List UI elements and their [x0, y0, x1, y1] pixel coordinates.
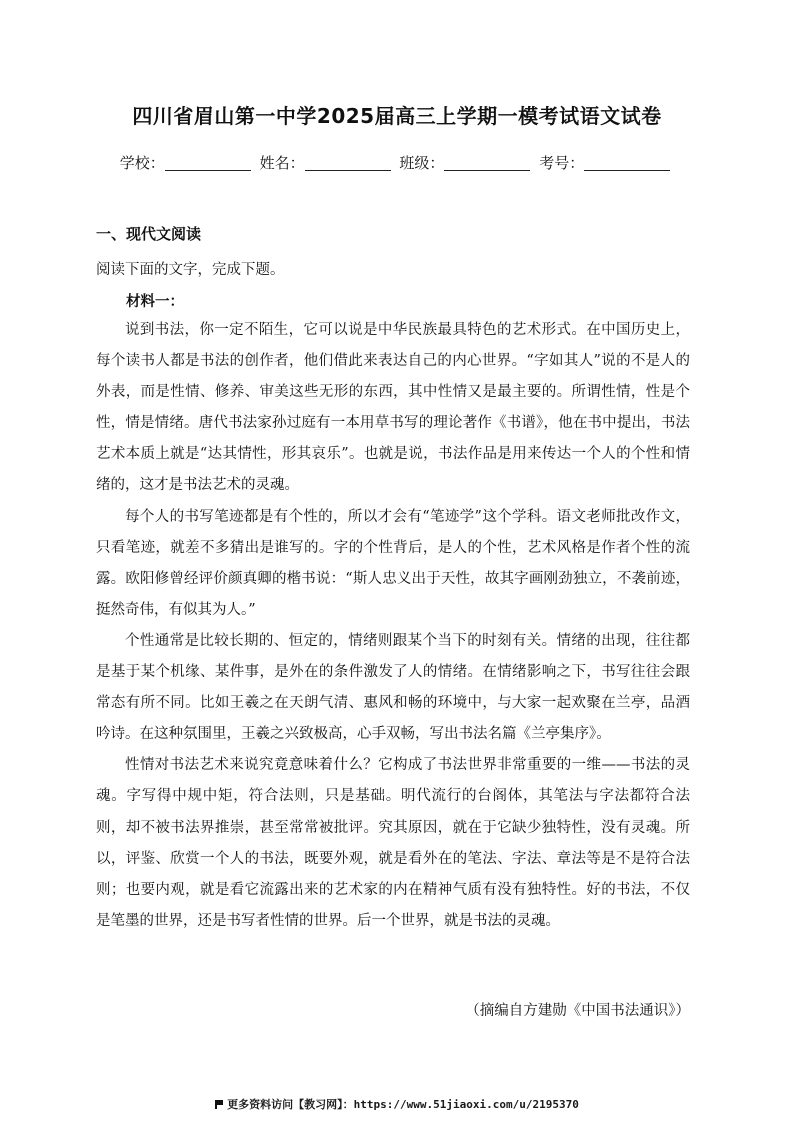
exam-title: 四川省眉山第一中学2025届高三上学期一模考试语文试卷: [132, 104, 662, 128]
student-info-row: [0, 152, 794, 173]
passage-paragraph: 每个人的书写笔迹都是有个性的，所以才会有“笔迹学”这个学科。语文老师批改作文，只看笔迹，就差不多猜出是谁写的。字的个性背后，是人的个性，艺术风格是作者个性的流露。欧阳修曾经评价颜真卿的楷书说：“斯人忠义出于天性，故其字画刚劲独立，不袭前迹，挺然奇伟，有似其为人。”: [96, 508, 690, 618]
exam-number-label: 考号：: [539, 154, 585, 172]
reading-instruction: 阅读下面的文字，完成下题。: [96, 262, 285, 278]
school-label: 学校：: [119, 154, 165, 172]
name-blank[interactable]: [305, 156, 391, 171]
class-blank[interactable]: [444, 156, 530, 171]
exam-number-blank[interactable]: [584, 156, 670, 171]
passage-paragraph: 说到书法，你一定不陌生，它可以说是中华民族最具特色的艺术形式。在中国历史上，每个读书人都是书法的创作者，他们借此来表达自己的内心世界。“字如其人”说的不是人的外表，而是性情、修养、审美这些无形的东西，其中性情又是最主要的。所谓性情，性是个性，情是情绪。唐代书法家孙过庭有一本用草书写的理论著作《书谱》，他在书中提出，书法艺术本质上就是“达其情性，形其哀乐”。也就是说，书法作品是用来传达一个人的个性和情绪的，这才是书法艺术的灵魂。: [96, 322, 690, 494]
section-heading: 一、现代文阅读: [96, 225, 202, 243]
source-citation: （摘编自方建勋《中国书法通识》）: [465, 1003, 690, 1019]
class-label: 班级：: [399, 154, 445, 172]
passage-paragraph: 性情对书法艺术来说究竟意味着什么？它构成了书法世界非常重要的一维——书法的灵魂。字写得中规中矩，符合法则，只是基础。明代流行的台阁体，其笔法与字法都符合法则，却不被书法界推崇，甚至常常被批评。究其原因，就在于它缺少独特性，没有灵魂。所以，评鉴、欣赏一个人的书法，既要外观，就是看外在的笔法、字法、章法等是不是符合法则；也要内观，就是看它流露出来的艺术家的内在精神气质有没有独特性。好的书法，不仅是笔墨的世界，还是书写者性情的世界。后一个世界，就是书法的灵魂。: [96, 757, 690, 929]
passage-body: [96, 315, 690, 937]
flag-icon: [215, 1100, 223, 1109]
school-blank[interactable]: [165, 156, 251, 171]
footer-link-text[interactable]: 更多资料访问【教习网】：https://www.51jiaoxi.com/u/2195370: [227, 1098, 579, 1111]
material-title: 材料一：: [126, 293, 184, 310]
footer-banner[interactable]: [0, 1096, 794, 1112]
name-label: 姓名：: [259, 154, 305, 172]
passage-paragraph: 个性通常是比较长期的、恒定的，情绪则跟某个当下的时刻有关。情绪的出现，往往都是基于某个机缘、某件事，是外在的条件激发了人的情绪。在情绪影响之下，书写往往会跟常态有所不同。比如王羲之在天朗气清、惠风和畅的环境中，与大家一起欢聚在兰亭，品酒吟诗。在这种氛围里，王羲之兴致极高，心手双畅，写出书法名篇《兰亭集序》。: [96, 632, 690, 743]
